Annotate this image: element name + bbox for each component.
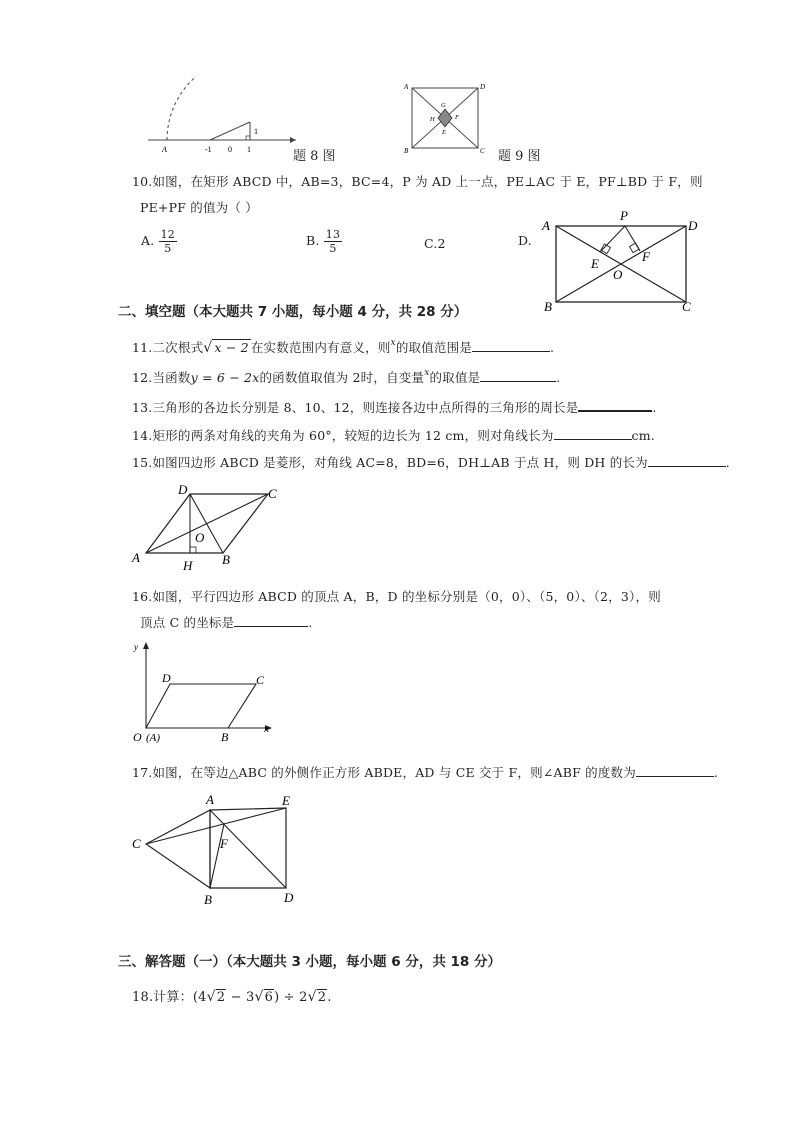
label-D: D — [178, 482, 188, 497]
question-12: 12.当函数y = 6 − 2x的函数值取值为 2时，自变量$^x$的取值是 . — [132, 368, 561, 385]
answer-blank[interactable] — [480, 369, 556, 382]
label-minus-one: -1 — [205, 145, 212, 154]
label-A: A — [404, 83, 409, 91]
label-B: B — [222, 552, 230, 567]
question-15: 15.如图四边形 ABCD 是菱形，对角线 AC=8，BD=6，DH⊥AB 于点 H，则 DH 的长为 . — [132, 455, 730, 470]
question-17: 17.如图，在等边△ABC 的外侧作正方形 ABDE，AD 与 CE 交于 F，则∠ABF 的度数为 . — [132, 765, 719, 780]
figure-10-rectangle — [536, 204, 706, 314]
label-C: C — [682, 299, 691, 314]
hypotenuse — [210, 122, 250, 140]
figure-17-triangle-square — [128, 792, 308, 912]
label-one: 1 — [247, 145, 251, 154]
figure-8-number-line — [140, 78, 300, 160]
label-C: C — [268, 486, 277, 501]
answer-blank[interactable] — [472, 339, 550, 352]
label-D: D — [480, 83, 486, 91]
label-B: B — [204, 892, 212, 907]
y-axis-arrow-icon — [143, 642, 149, 649]
fraction: $\frac{12}{5}$ — [160, 228, 175, 255]
q10-option-C: C.2 — [424, 236, 446, 251]
label-A: A — [542, 218, 550, 233]
label-E: E — [442, 129, 446, 136]
question-14: 14.矩形的两条对角线的夹角为 60°，较短的边长为 12 cm，则对角线长为 cm. — [132, 428, 655, 443]
label-A: (A) — [146, 732, 161, 744]
figure-15-rhombus — [128, 480, 288, 572]
dashed-arc — [167, 78, 300, 140]
question-18: 18.计算：(4√2 − 3√6) ÷ 2√2. — [132, 989, 332, 1005]
label-O: O — [195, 530, 205, 545]
right-angle-mark — [190, 547, 196, 553]
label-H: H — [183, 558, 193, 572]
triangle-ABC — [146, 810, 210, 888]
label-O: O — [133, 730, 142, 744]
label-C: C — [256, 673, 265, 687]
fraction: $\frac{13}{5}$ — [325, 228, 341, 255]
answer-blank[interactable] — [648, 454, 726, 467]
label-A: A — [132, 550, 140, 565]
label-E: E — [591, 256, 599, 271]
q10-option-A — [141, 228, 177, 255]
label-H: H — [430, 116, 435, 123]
segment-BF — [210, 824, 224, 888]
label-x: x — [264, 723, 269, 735]
label-B: B — [404, 147, 409, 155]
figure-9-caption: 题 9 图 — [498, 149, 541, 164]
option-label: D. — [518, 233, 532, 248]
label-B: B — [221, 730, 229, 744]
question-13: 13.三角形的各边长分别是 8、10、12，则连接各边中点所得的三角形的周长是 . — [132, 400, 657, 415]
section-3-title: 三、解答题（一）（本大题共 3 小题，每小题 6 分，共 18 分） — [118, 954, 502, 970]
question-16-line-1: 16.如图，平行四边形 ABCD 的顶点 A，B，D 的坐标分别是（0，0）、（5，0）、（2，3），则 — [132, 589, 661, 604]
label-F: F — [642, 249, 650, 264]
label-O: O — [613, 267, 623, 282]
label-B: B — [544, 299, 552, 314]
arrow-icon — [290, 137, 296, 143]
segment-CE — [146, 808, 286, 844]
q10-line-2: PE+PF 的值为（ ） — [140, 200, 258, 215]
label-D: D — [688, 218, 698, 233]
answer-blank[interactable] — [234, 614, 308, 627]
label-F: F — [455, 114, 459, 121]
label-A: A — [162, 145, 167, 154]
option-label: B. — [306, 233, 320, 248]
right-angle-mark — [246, 136, 250, 140]
label-D: D — [162, 671, 171, 685]
label-zero: 0 — [228, 145, 232, 154]
label-A: A — [206, 792, 214, 807]
radicand: x − 2 — [214, 340, 249, 355]
label-C: C — [132, 836, 141, 851]
figure-8-caption: 题 8 图 — [293, 149, 336, 164]
answer-blank[interactable] — [554, 427, 632, 440]
formula: y = 6 − 2x — [190, 370, 260, 385]
label-G: G — [441, 102, 446, 109]
label-P: P — [620, 208, 628, 223]
figure-16-coordinate-parallelogram — [128, 640, 278, 750]
option-label: A. — [141, 233, 155, 248]
answer-blank[interactable] — [636, 764, 714, 777]
label-F: F — [220, 836, 228, 851]
section-2-title: 二、填空题（本大题共 7 小题，每小题 4 分，共 28 分） — [118, 304, 468, 320]
label-y: y — [134, 642, 138, 652]
label-D: D — [284, 890, 294, 905]
label-segment-one: 1 — [254, 127, 258, 136]
figure-9-square — [400, 80, 495, 160]
shaded-small-square — [438, 109, 452, 127]
q10-option-B — [306, 228, 342, 255]
question-11: 11.二次根式√ x − 2 在实数范围内有意义，则$^x$的取值范围是 . — [132, 338, 555, 356]
label-E: E — [282, 793, 290, 808]
question-16-line-2: 顶点 C 的坐标是 . — [140, 615, 313, 630]
q10-line-1: 10.如图，在矩形 ABCD 中，AB=3，BC=4，P 为 AD 上一点，PE⊥AC 于 E，PF⊥BD 于 F，则 — [132, 174, 703, 189]
label-C: C — [480, 147, 485, 155]
parallelogram-ABCD — [146, 684, 256, 728]
answer-blank[interactable] — [578, 398, 652, 412]
